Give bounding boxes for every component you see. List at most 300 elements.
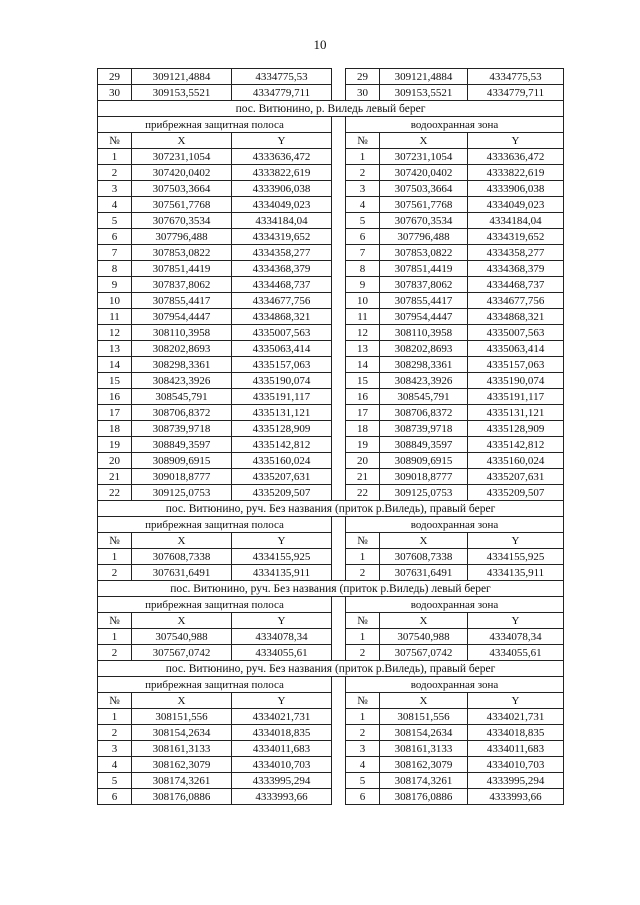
- y-coordinate: 4334078,34: [232, 629, 332, 645]
- point-number: 2: [346, 645, 380, 661]
- coordinates-table: [97, 68, 564, 805]
- y-coordinate: 4334010,703: [232, 757, 332, 773]
- point-number: 22: [98, 485, 132, 501]
- y-coordinate: 4334135,911: [232, 565, 332, 581]
- point-number: 13: [98, 341, 132, 357]
- point-number: 6: [346, 789, 380, 805]
- column-gap: [332, 453, 346, 469]
- table-row: [98, 165, 564, 181]
- column-gap: [332, 309, 346, 325]
- point-number: 7: [346, 245, 380, 261]
- point-number: 2: [346, 165, 380, 181]
- section-title: пос. Витюнино, руч. Без названия (приток р.Виледь), правый берег: [98, 661, 564, 677]
- y-coordinate: 4334779,711: [468, 85, 564, 101]
- water-protection-zone-label: водоохранная зона: [346, 517, 564, 533]
- x-coordinate: 309018,8777: [132, 469, 232, 485]
- y-coordinate: 4334184,04: [232, 213, 332, 229]
- column-gap: [332, 293, 346, 309]
- column-gap: [332, 389, 346, 405]
- point-number: 19: [346, 437, 380, 453]
- x-coordinate: 308739,9718: [380, 421, 468, 437]
- point-number: 1: [346, 549, 380, 565]
- point-number: 16: [346, 389, 380, 405]
- column-gap: [332, 149, 346, 165]
- y-coordinate: 4335131,121: [468, 405, 564, 421]
- table-row: [98, 149, 564, 165]
- column-header-x: X: [132, 533, 232, 549]
- x-coordinate: 308162,3079: [380, 757, 468, 773]
- x-coordinate: 309125,0753: [380, 485, 468, 501]
- point-number: 12: [346, 325, 380, 341]
- section-title: пос. Витюнино, р. Виледь левый берег: [98, 101, 564, 117]
- y-coordinate: 4334368,379: [468, 261, 564, 277]
- point-number: 1: [346, 709, 380, 725]
- point-number: 6: [98, 229, 132, 245]
- table-row: [98, 757, 564, 773]
- point-number: 2: [346, 725, 380, 741]
- x-coordinate: 308202,8693: [380, 341, 468, 357]
- section-title-row: [98, 661, 564, 677]
- x-coordinate: 308176,0886: [380, 789, 468, 805]
- y-coordinate: 4334358,277: [232, 245, 332, 261]
- column-gap: [332, 277, 346, 293]
- point-number: 2: [98, 645, 132, 661]
- point-number: 4: [346, 757, 380, 773]
- x-coordinate: 307853,0822: [132, 245, 232, 261]
- x-coordinate: 307561,7768: [132, 197, 232, 213]
- x-coordinate: 308423,3926: [132, 373, 232, 389]
- y-coordinate: 4334358,277: [468, 245, 564, 261]
- column-gap: [332, 213, 346, 229]
- point-number: 7: [98, 245, 132, 261]
- y-coordinate: 4334049,023: [232, 197, 332, 213]
- point-number: 29: [346, 69, 380, 85]
- y-coordinate: 4334775,53: [468, 69, 564, 85]
- x-coordinate: 307231,1054: [380, 149, 468, 165]
- x-coordinate: 307837,8062: [380, 277, 468, 293]
- column-gap: [332, 405, 346, 421]
- column-gap: [332, 437, 346, 453]
- y-coordinate: 4335142,812: [232, 437, 332, 453]
- point-number: 17: [98, 405, 132, 421]
- x-coordinate: 308423,3926: [380, 373, 468, 389]
- point-number: 10: [98, 293, 132, 309]
- column-header-x: X: [380, 613, 468, 629]
- x-coordinate: 308909,6915: [380, 453, 468, 469]
- table-row: [98, 293, 564, 309]
- point-number: 6: [98, 789, 132, 805]
- table-row: [98, 341, 564, 357]
- point-number: 2: [98, 165, 132, 181]
- column-header-num: №: [98, 133, 132, 149]
- table-row: [98, 629, 564, 645]
- point-number: 16: [98, 389, 132, 405]
- point-number: 8: [346, 261, 380, 277]
- column-gap: [332, 181, 346, 197]
- x-coordinate: 308161,3133: [380, 741, 468, 757]
- column-gap: [332, 565, 346, 581]
- column-gap: [332, 597, 346, 613]
- point-number: 1: [98, 709, 132, 725]
- y-coordinate: 4335157,063: [232, 357, 332, 373]
- section-title: пос. Витюнино, руч. Без названия (приток р.Виледь), правый берег: [98, 501, 564, 517]
- point-number: 21: [98, 469, 132, 485]
- table-row: [98, 453, 564, 469]
- x-coordinate: 307796,488: [380, 229, 468, 245]
- column-gap: [332, 69, 346, 85]
- table-row: [98, 725, 564, 741]
- section-title: пос. Витюнино, руч. Без названия (приток р.Виледь) левый берег: [98, 581, 564, 597]
- x-coordinate: 308174,3261: [132, 773, 232, 789]
- y-coordinate: 4334368,379: [232, 261, 332, 277]
- column-header-row: [98, 533, 564, 549]
- y-coordinate: 4333636,472: [232, 149, 332, 165]
- x-coordinate: 307954,4447: [132, 309, 232, 325]
- table-row: [98, 373, 564, 389]
- y-coordinate: 4334868,321: [232, 309, 332, 325]
- y-coordinate: 4335207,631: [468, 469, 564, 485]
- y-coordinate: 4334021,731: [468, 709, 564, 725]
- table-row: [98, 357, 564, 373]
- y-coordinate: 4334184,04: [468, 213, 564, 229]
- column-header-x: X: [132, 613, 232, 629]
- y-coordinate: 4333906,038: [232, 181, 332, 197]
- x-coordinate: 307420,0402: [380, 165, 468, 181]
- water-protection-zone-label: водоохранная зона: [346, 597, 564, 613]
- point-number: 5: [346, 213, 380, 229]
- column-gap: [332, 325, 346, 341]
- point-number: 22: [346, 485, 380, 501]
- x-coordinate: 308154,2634: [380, 725, 468, 741]
- column-gap: [332, 789, 346, 805]
- x-coordinate: 307540,988: [380, 629, 468, 645]
- column-gap: [332, 85, 346, 101]
- x-coordinate: 308161,3133: [132, 741, 232, 757]
- column-gap: [332, 693, 346, 709]
- column-header-num: №: [98, 693, 132, 709]
- x-coordinate: 307855,4417: [380, 293, 468, 309]
- point-number: 1: [346, 629, 380, 645]
- x-coordinate: 308151,556: [380, 709, 468, 725]
- point-number: 30: [346, 85, 380, 101]
- column-gap: [332, 261, 346, 277]
- point-number: 1: [98, 149, 132, 165]
- column-header-y: Y: [468, 613, 564, 629]
- column-header-y: Y: [232, 133, 332, 149]
- y-coordinate: 4333995,294: [468, 773, 564, 789]
- point-number: 10: [346, 293, 380, 309]
- y-coordinate: 4334011,683: [468, 741, 564, 757]
- y-coordinate: 4335063,414: [468, 341, 564, 357]
- column-gap: [332, 533, 346, 549]
- y-coordinate: 4333993,66: [232, 789, 332, 805]
- y-coordinate: 4334021,731: [232, 709, 332, 725]
- x-coordinate: 308298,3361: [132, 357, 232, 373]
- table-row: [98, 645, 564, 661]
- y-coordinate: 4334779,711: [232, 85, 332, 101]
- water-protection-zone-label: водоохранная зона: [346, 677, 564, 693]
- column-gap: [332, 677, 346, 693]
- table-row: [98, 325, 564, 341]
- column-gap: [332, 197, 346, 213]
- zone-label-row: [98, 597, 564, 613]
- y-coordinate: 4334078,34: [468, 629, 564, 645]
- point-number: 2: [98, 565, 132, 581]
- coastal-strip-label: прибрежная защитная полоса: [98, 677, 332, 693]
- y-coordinate: 4334775,53: [232, 69, 332, 85]
- x-coordinate: 307855,4417: [132, 293, 232, 309]
- x-coordinate: 307670,3534: [132, 213, 232, 229]
- column-header-x: X: [132, 693, 232, 709]
- x-coordinate: 307567,0742: [132, 645, 232, 661]
- x-coordinate: 308909,6915: [132, 453, 232, 469]
- column-gap: [332, 421, 346, 437]
- x-coordinate: 308162,3079: [132, 757, 232, 773]
- y-coordinate: 4335190,074: [232, 373, 332, 389]
- point-number: 1: [98, 549, 132, 565]
- x-coordinate: 308151,556: [132, 709, 232, 725]
- column-header-y: Y: [468, 533, 564, 549]
- table-row: [98, 261, 564, 277]
- y-coordinate: 4335191,117: [232, 389, 332, 405]
- coastal-strip-label: прибрежная защитная полоса: [98, 597, 332, 613]
- x-coordinate: 308706,8372: [132, 405, 232, 421]
- y-coordinate: 4335128,909: [468, 421, 564, 437]
- point-number: 9: [346, 277, 380, 293]
- point-number: 5: [346, 773, 380, 789]
- point-number: 4: [346, 197, 380, 213]
- table-row: [98, 709, 564, 725]
- table-row: [98, 421, 564, 437]
- column-gap: [332, 485, 346, 501]
- column-header-num: №: [98, 533, 132, 549]
- y-coordinate: 4335007,563: [232, 325, 332, 341]
- point-number: 3: [346, 181, 380, 197]
- table-row: [98, 181, 564, 197]
- column-header-y: Y: [232, 533, 332, 549]
- x-coordinate: 307853,0822: [380, 245, 468, 261]
- column-header-x: X: [380, 693, 468, 709]
- x-coordinate: 307631,6491: [132, 565, 232, 581]
- x-coordinate: 307851,4419: [380, 261, 468, 277]
- x-coordinate: 308110,3958: [132, 325, 232, 341]
- column-gap: [332, 229, 346, 245]
- column-gap: [332, 725, 346, 741]
- zone-label-row: [98, 117, 564, 133]
- column-gap: [332, 341, 346, 357]
- column-gap: [332, 517, 346, 533]
- y-coordinate: 4333636,472: [468, 149, 564, 165]
- y-coordinate: 4335131,121: [232, 405, 332, 421]
- table-row: [98, 197, 564, 213]
- point-number: 1: [346, 149, 380, 165]
- column-header-row: [98, 133, 564, 149]
- column-gap: [332, 741, 346, 757]
- y-coordinate: 4334468,737: [232, 277, 332, 293]
- coastal-strip-label: прибрежная защитная полоса: [98, 117, 332, 133]
- point-number: 11: [98, 309, 132, 325]
- x-coordinate: 309018,8777: [380, 469, 468, 485]
- column-header-num: №: [346, 533, 380, 549]
- point-number: 30: [98, 85, 132, 101]
- table-row: [98, 69, 564, 85]
- table-row: [98, 389, 564, 405]
- point-number: 12: [98, 325, 132, 341]
- column-header-num: №: [346, 613, 380, 629]
- x-coordinate: 308849,3597: [380, 437, 468, 453]
- column-header-num: №: [346, 133, 380, 149]
- point-number: 11: [346, 309, 380, 325]
- y-coordinate: 4333906,038: [468, 181, 564, 197]
- y-coordinate: 4335142,812: [468, 437, 564, 453]
- y-coordinate: 4333822,619: [232, 165, 332, 181]
- x-coordinate: 307670,3534: [380, 213, 468, 229]
- table-row: [98, 789, 564, 805]
- point-number: 15: [98, 373, 132, 389]
- column-header-y: Y: [232, 613, 332, 629]
- column-gap: [332, 133, 346, 149]
- table-row: [98, 229, 564, 245]
- y-coordinate: 4335063,414: [232, 341, 332, 357]
- table-row: [98, 85, 564, 101]
- x-coordinate: 308706,8372: [380, 405, 468, 421]
- point-number: 4: [98, 757, 132, 773]
- point-number: 18: [98, 421, 132, 437]
- x-coordinate: 307631,6491: [380, 565, 468, 581]
- point-number: 3: [98, 741, 132, 757]
- point-number: 14: [346, 357, 380, 373]
- column-header-num: №: [98, 613, 132, 629]
- point-number: 9: [98, 277, 132, 293]
- table-row: [98, 469, 564, 485]
- x-coordinate: 307503,3664: [380, 181, 468, 197]
- y-coordinate: 4335209,507: [468, 485, 564, 501]
- x-coordinate: 307540,988: [132, 629, 232, 645]
- y-coordinate: 4334868,321: [468, 309, 564, 325]
- point-number: 19: [98, 437, 132, 453]
- y-coordinate: 4335190,074: [468, 373, 564, 389]
- table-row: [98, 741, 564, 757]
- column-gap: [332, 709, 346, 725]
- x-coordinate: 308154,2634: [132, 725, 232, 741]
- y-coordinate: 4335160,024: [468, 453, 564, 469]
- coastal-strip-label: прибрежная защитная полоса: [98, 517, 332, 533]
- y-coordinate: 4333822,619: [468, 165, 564, 181]
- x-coordinate: 309153,5521: [380, 85, 468, 101]
- x-coordinate: 308202,8693: [132, 341, 232, 357]
- point-number: 14: [98, 357, 132, 373]
- point-number: 29: [98, 69, 132, 85]
- table-row: [98, 245, 564, 261]
- y-coordinate: 4334135,911: [468, 565, 564, 581]
- column-gap: [332, 357, 346, 373]
- point-number: 3: [98, 181, 132, 197]
- table-row: [98, 565, 564, 581]
- column-gap: [332, 165, 346, 181]
- y-coordinate: 4335157,063: [468, 357, 564, 373]
- x-coordinate: 307608,7338: [380, 549, 468, 565]
- y-coordinate: 4334010,703: [468, 757, 564, 773]
- column-gap: [332, 469, 346, 485]
- x-coordinate: 308174,3261: [380, 773, 468, 789]
- section-title-row: [98, 101, 564, 117]
- point-number: 21: [346, 469, 380, 485]
- y-coordinate: 4334055,61: [468, 645, 564, 661]
- y-coordinate: 4334049,023: [468, 197, 564, 213]
- point-number: 2: [346, 565, 380, 581]
- x-coordinate: 308298,3361: [380, 357, 468, 373]
- y-coordinate: 4335207,631: [232, 469, 332, 485]
- point-number: 13: [346, 341, 380, 357]
- point-number: 3: [346, 741, 380, 757]
- x-coordinate: 308739,9718: [132, 421, 232, 437]
- column-gap: [332, 373, 346, 389]
- water-protection-zone-label: водоохранная зона: [346, 117, 564, 133]
- x-coordinate: 307561,7768: [380, 197, 468, 213]
- y-coordinate: 4334018,835: [468, 725, 564, 741]
- x-coordinate: 308545,791: [380, 389, 468, 405]
- x-coordinate: 309153,5521: [132, 85, 232, 101]
- column-gap: [332, 645, 346, 661]
- x-coordinate: 307231,1054: [132, 149, 232, 165]
- table-row: [98, 309, 564, 325]
- column-header-row: [98, 613, 564, 629]
- table-row: [98, 213, 564, 229]
- point-number: 15: [346, 373, 380, 389]
- table-row: [98, 277, 564, 293]
- point-number: 1: [98, 629, 132, 645]
- y-coordinate: 4335160,024: [232, 453, 332, 469]
- column-header-row: [98, 693, 564, 709]
- x-coordinate: 308110,3958: [380, 325, 468, 341]
- x-coordinate: 308545,791: [132, 389, 232, 405]
- point-number: 6: [346, 229, 380, 245]
- point-number: 2: [98, 725, 132, 741]
- zone-label-row: [98, 517, 564, 533]
- x-coordinate: 309125,0753: [132, 485, 232, 501]
- column-gap: [332, 773, 346, 789]
- column-gap: [332, 117, 346, 133]
- x-coordinate: 307851,4419: [132, 261, 232, 277]
- section-title-row: [98, 501, 564, 517]
- point-number: 20: [346, 453, 380, 469]
- column-header-x: X: [380, 533, 468, 549]
- y-coordinate: 4334319,652: [232, 229, 332, 245]
- column-header-y: Y: [232, 693, 332, 709]
- table-row: [98, 549, 564, 565]
- point-number: 4: [98, 197, 132, 213]
- column-header-x: X: [380, 133, 468, 149]
- point-number: 8: [98, 261, 132, 277]
- point-number: 5: [98, 773, 132, 789]
- section-title-row: [98, 581, 564, 597]
- column-header-x: X: [132, 133, 232, 149]
- table-row: [98, 405, 564, 421]
- y-coordinate: 4334677,756: [232, 293, 332, 309]
- column-gap: [332, 549, 346, 565]
- point-number: 5: [98, 213, 132, 229]
- column-gap: [332, 629, 346, 645]
- x-coordinate: 307796,488: [132, 229, 232, 245]
- column-gap: [332, 245, 346, 261]
- column-header-y: Y: [468, 693, 564, 709]
- y-coordinate: 4334319,652: [468, 229, 564, 245]
- zone-label-row: [98, 677, 564, 693]
- point-number: 20: [98, 453, 132, 469]
- y-coordinate: 4334155,925: [468, 549, 564, 565]
- y-coordinate: 4333995,294: [232, 773, 332, 789]
- page-number: 10: [313, 37, 327, 52]
